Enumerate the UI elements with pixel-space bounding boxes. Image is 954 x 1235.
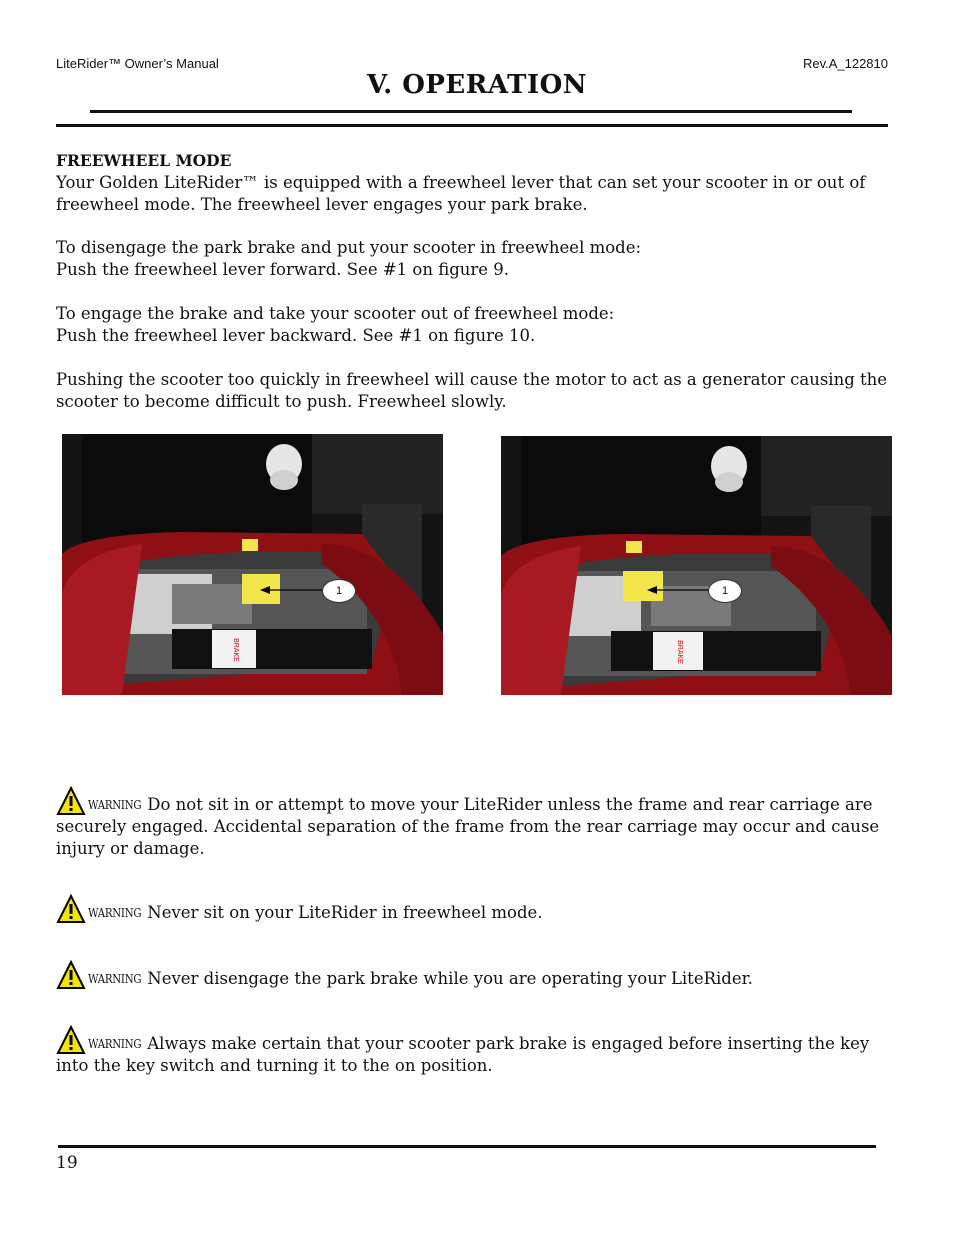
warning-frame-engagement: [56, 786, 896, 860]
warning-text: Never sit on your LiteRider in freewheel mode.: [147, 903, 543, 922]
title-rule: [56, 124, 888, 127]
brake-decal-label: BRAKE: [232, 638, 239, 662]
page-title: V. OPERATION: [366, 70, 588, 100]
warning-text: Do not sit in or attempt to move your LiteRider unless the frame and rear carriage are securely engaged. Accidental separation of the frame from the rear carriage may occur and cause injury or damage.: [56, 795, 880, 858]
scooter-freewheel-backward-image: [501, 436, 892, 695]
paragraph-intro: Your Golden LiteRider™ is equipped with a freewheel lever that can set your scooter in or out of freewheel mode. The freewheel lever engages your park brake.: [56, 173, 866, 214]
warning-label: WARNING: [88, 798, 142, 812]
manual-title-header: LiteRider™ Owner’s Manual: [56, 56, 219, 71]
paragraph-engage-step: Push the freewheel lever backward. See #1 on figure 10.: [56, 326, 536, 345]
warning-badge: [56, 786, 142, 816]
warning-label: WARNING: [88, 972, 142, 986]
warning-text: Never disengage the park brake while you are operating your LiteRider.: [147, 969, 753, 988]
warning-freewheel-sitting: [56, 894, 896, 924]
figure-9-callout: 1: [322, 579, 356, 603]
paragraph-engage-heading: To engage the brake and take your scooter out of freewheel mode:: [56, 304, 615, 323]
revision-header: Rev.A_122810: [802, 56, 888, 71]
page-number: 19: [56, 1153, 78, 1173]
brake-decal-label: BRAKE: [676, 640, 683, 664]
paragraph-disengage-heading: To disengage the park brake and put your scooter in freewheel mode:: [56, 238, 642, 257]
warning-triangle-icon: [56, 1025, 86, 1055]
warning-triangle-icon: [56, 786, 86, 816]
warning-text: Always make certain that your scooter park brake is engaged before inserting the key into the key switch and turning it to the on position.: [56, 1034, 870, 1075]
warning-key-switch: [56, 1025, 896, 1077]
title-underline: [90, 110, 852, 113]
warning-badge: [56, 960, 142, 990]
warning-badge: [56, 1025, 142, 1055]
footer-rule: [58, 1145, 876, 1148]
warning-park-brake-operating: [56, 960, 896, 990]
figure-10-photo: [501, 436, 892, 695]
paragraph-caution: Pushing the scooter too quickly in freewheel will cause the motor to act as a generator causing the scooter to become difficult to push. Freewheel slowly.: [56, 370, 888, 411]
paragraph-disengage-step: Push the freewheel lever forward. See #1 on figure 9.: [56, 260, 510, 279]
warning-badge: [56, 894, 142, 924]
warning-label: WARNING: [88, 906, 142, 920]
figure-10-callout: 1: [708, 579, 742, 603]
warning-label: WARNING: [88, 1037, 142, 1051]
scooter-freewheel-forward-image: [62, 434, 443, 695]
warning-triangle-icon: [56, 960, 86, 990]
figure-9-photo: [62, 434, 443, 695]
warning-triangle-icon: [56, 894, 86, 924]
section-heading: FREEWHEEL MODE: [56, 151, 232, 170]
